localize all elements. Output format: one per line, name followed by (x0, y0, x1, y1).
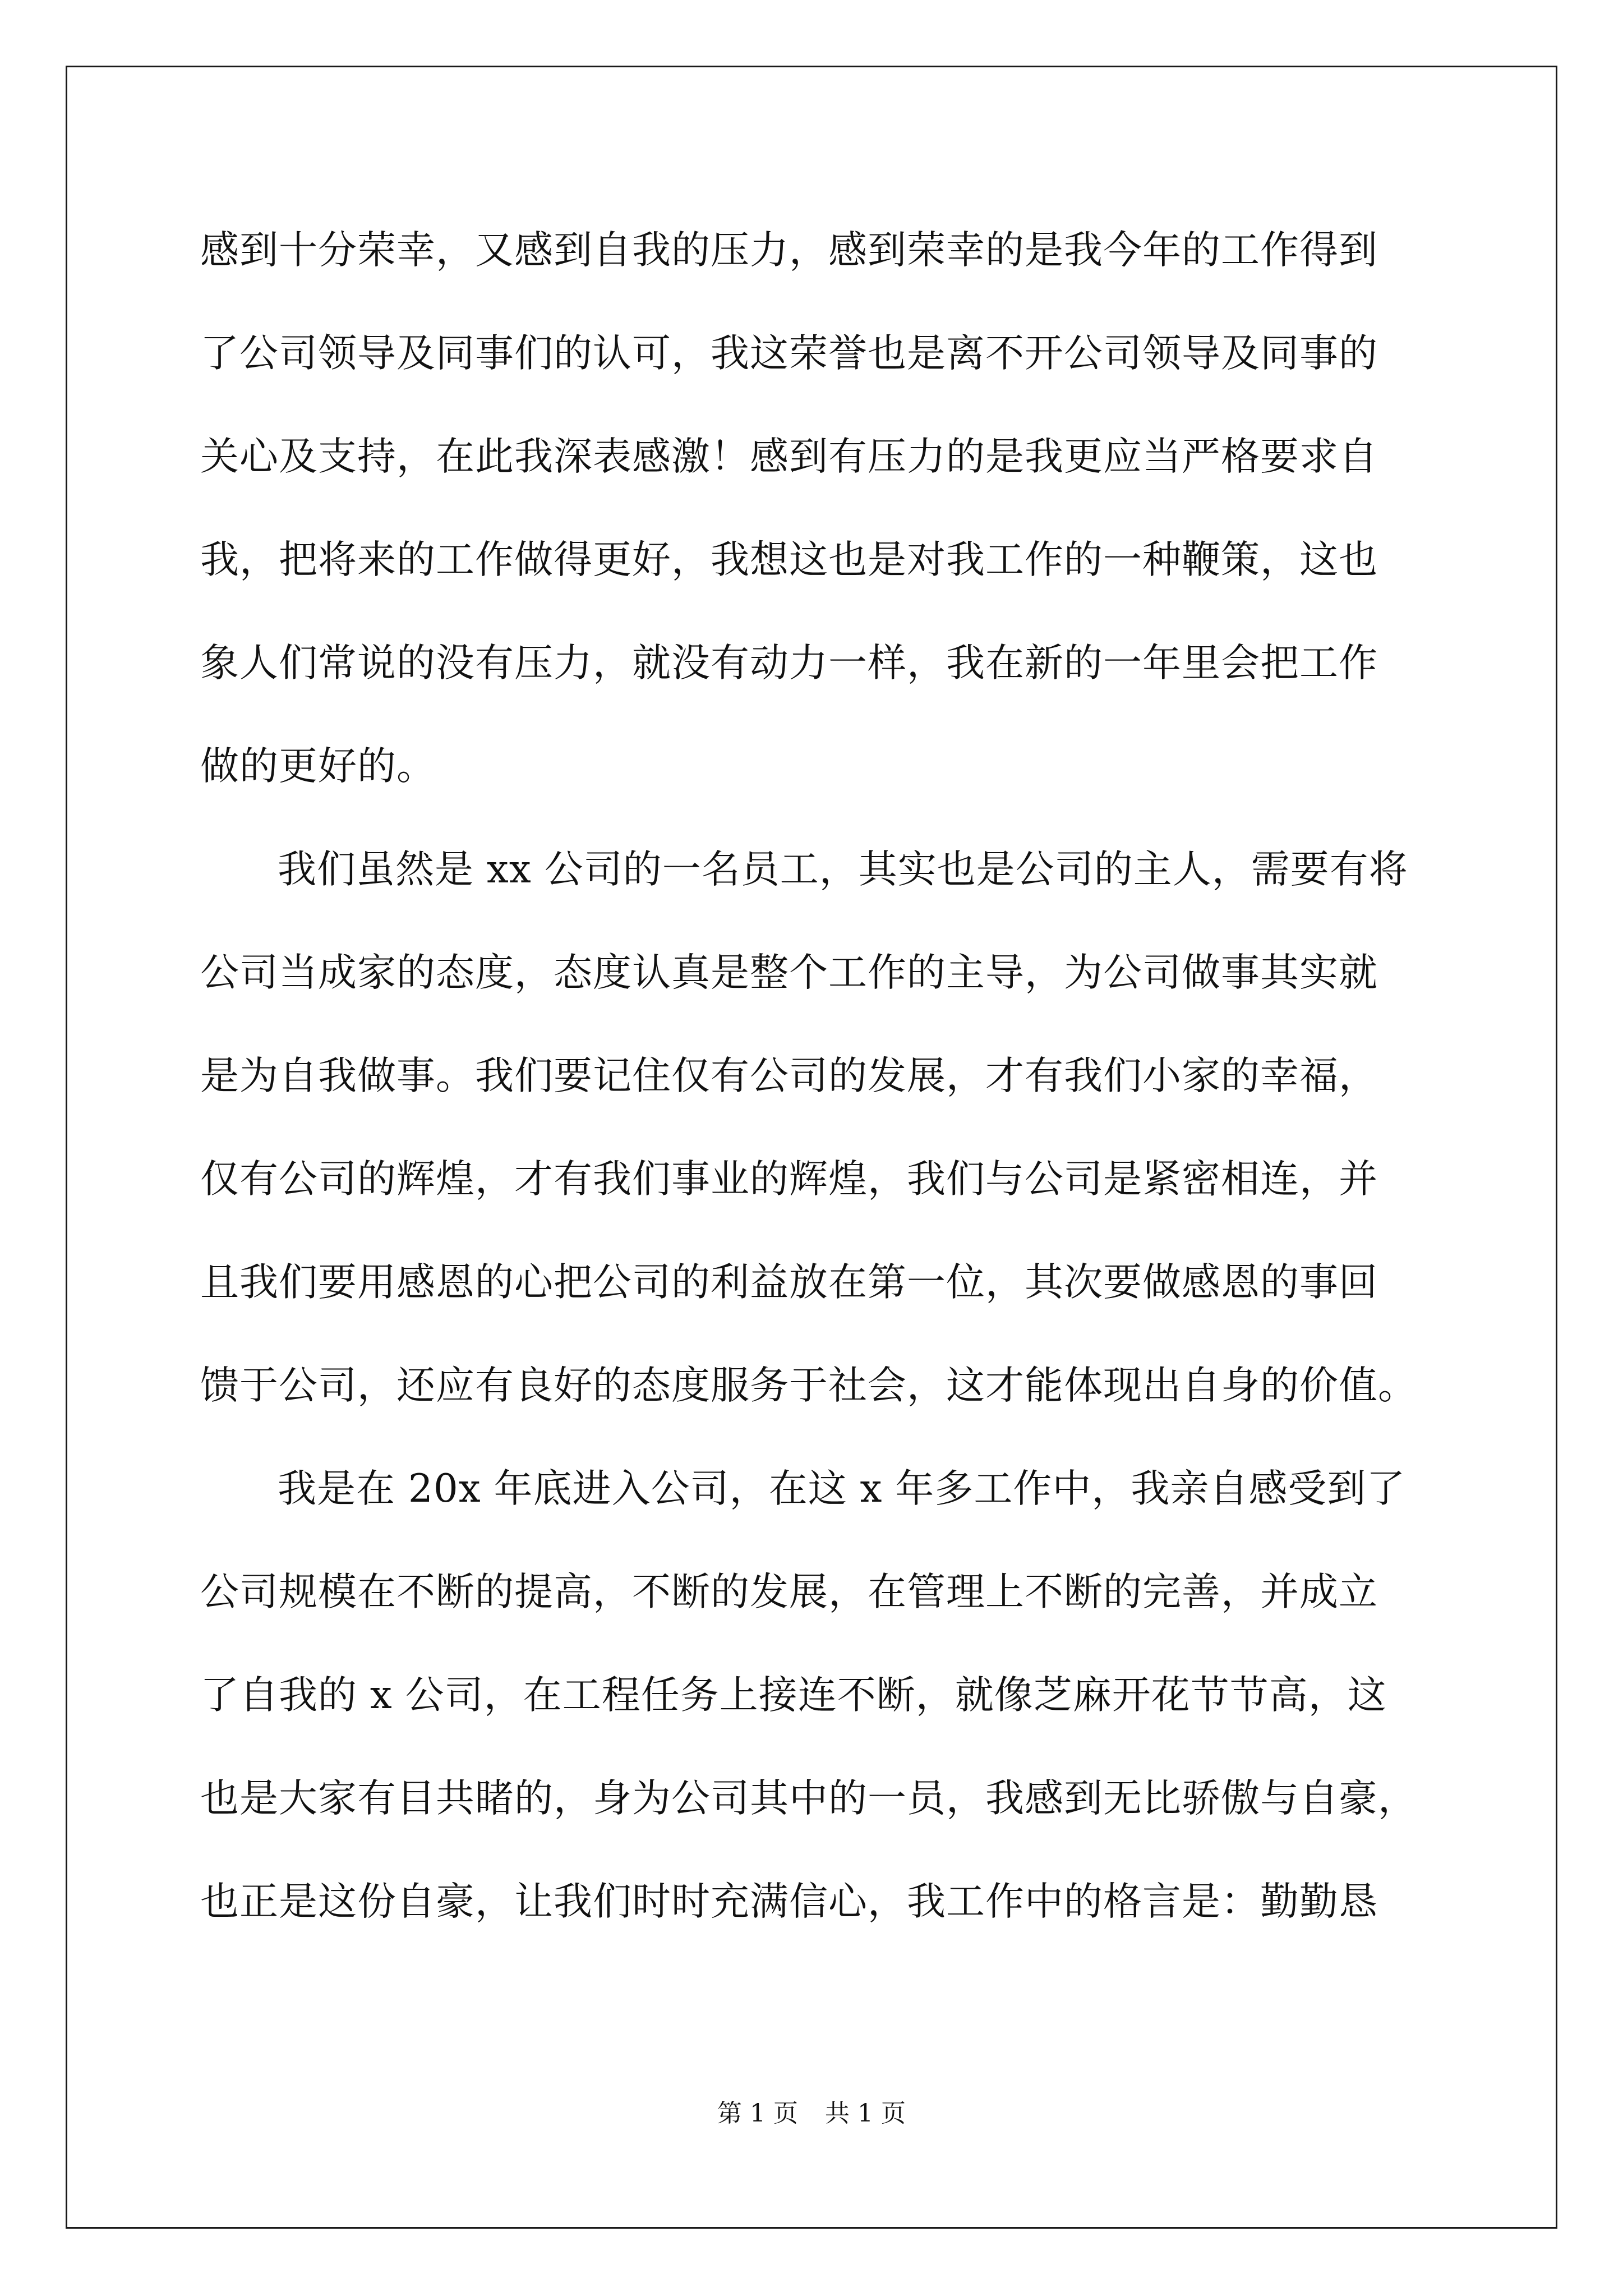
page-number: 第 1 页 (717, 2099, 798, 2128)
text-line: 也正是这份自豪，让我们时时充满信心，我工作中的格言是：勤勤恳 (200, 1879, 1378, 1924)
text-line: 是为自我做事。我们要记住仅有公司的发展，才有我们小家的幸福， (200, 1053, 1378, 1098)
text-line: 仅有公司的辉煌，才有我们事业的辉煌，我们与公司是紧密相连，并 (200, 1157, 1378, 1202)
text-line: 象人们常说的没有压力，就没有动力一样，我在新的一年里会把工作 (200, 641, 1378, 685)
page-total: 共 1 页 (825, 2099, 906, 2128)
text-line: 也是大家有目共睹的，身为公司其中的一员，我感到无比骄傲与自豪， (200, 1776, 1417, 1821)
text-line: 感到十分荣幸，又感到自我的压力，感到荣幸的是我今年的工作得到 (200, 228, 1378, 273)
paragraph-first-line: 我们虽然是 xx 公司的一名员工，其实也是公司的主人，需要有将 (278, 847, 1408, 892)
text-line: 了自我的 x 公司，在工程任务上接连不断，就像芝麻开花节节高，这 (200, 1673, 1387, 1718)
text-line: 了公司领导及同事们的认可，我这荣誉也是离不开公司领导及同事的 (200, 331, 1378, 376)
text-line: 公司规模在不断的提高，不断的发展，在管理上不断的完善，并成立 (200, 1570, 1378, 1614)
text-line: 馈于公司，还应有良好的态度服务于社会，这才能体现出自身的价值。 (200, 1363, 1417, 1408)
text-line: 关心及支持，在此我深表感激！感到有压力的是我更应当严格要求自 (200, 434, 1378, 479)
text-line: 我，把将来的工作做得更好，我想这也是对我工作的一种鞭策，这也 (200, 537, 1378, 582)
text-line: 做的更好的。 (200, 744, 436, 789)
paragraph-first-line: 我是在 20x 年底进入公司，在这 x 年多工作中，我亲自感受到了 (278, 1466, 1406, 1511)
text-line: 公司当成家的态度，态度认真是整个工作的主导，为公司做事其实就 (200, 950, 1378, 995)
text-line: 且我们要用感恩的心把公司的利益放在第一位，其次要做感恩的事回 (200, 1260, 1378, 1305)
page-footer (0, 2097, 1623, 2131)
